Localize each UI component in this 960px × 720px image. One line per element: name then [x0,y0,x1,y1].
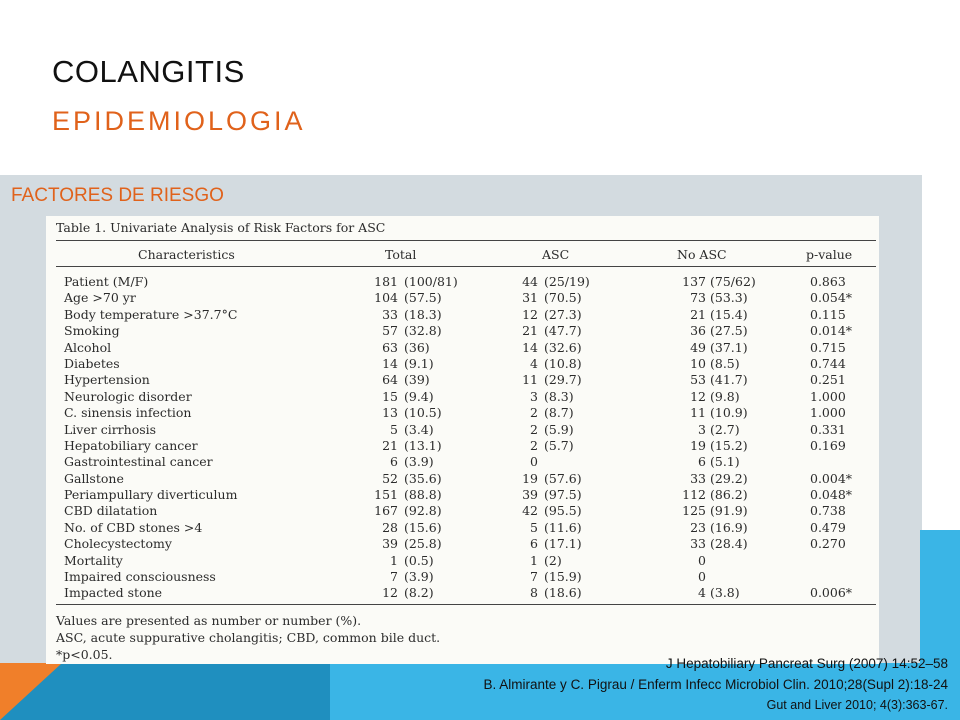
cell-total-n: 1 [390,552,398,568]
cell-total-pct: (36) [404,339,430,355]
cell-p-value: 0.331 [810,421,846,437]
cell-asc-pct: (27.3) [544,306,582,322]
cell-total-pct: (39) [404,372,430,388]
cell-total-n: 13 [382,405,398,421]
cell-characteristic: Liver cirrhosis [64,421,157,437]
cell-no-asc-pct: (75/62) [710,274,756,289]
header-characteristics: Characteristics [138,247,235,262]
cell-total-pct: (32.8) [404,323,442,339]
cell-no-asc-n: 36 [690,323,706,339]
cell-asc-n: 8 [530,585,538,601]
cell-total-pct: (9.1) [404,355,434,371]
cell-no-asc-pct: (8.5) [710,355,740,371]
cell-p-value: 0.863 [810,274,846,289]
cell-p-value: 0.054* [810,290,853,306]
cell-no-asc-n: 53 [690,372,706,388]
cell-characteristic: Periampullary diverticulum [64,487,238,503]
cell-p-value: 0.169 [810,437,846,453]
cell-total-n: 52 [382,470,398,486]
cell-total-pct: (8.2) [404,585,434,601]
cell-total-pct: (3.9) [404,454,434,470]
cell-asc-pct: (15.9) [544,569,582,585]
cell-no-asc-n: 33 [690,470,706,486]
header-no-asc: No ASC [677,247,727,262]
cell-characteristic: Hepatobiliary cancer [64,437,198,453]
cell-asc-pct: (5.7) [544,437,574,453]
cell-no-asc-pct: (16.9) [710,519,748,535]
cell-asc-n: 1 [530,552,538,568]
cell-characteristic: Neurologic disorder [64,388,192,404]
cell-total-n: 57 [382,323,398,339]
cell-asc-n: 44 [522,274,538,289]
cell-no-asc-pct: (37.1) [710,339,748,355]
table-row [46,569,879,585]
cell-total-pct: (3.9) [404,569,434,585]
cell-p-value: 0.270 [810,536,846,552]
cell-total-pct: (3.4) [404,421,434,437]
cell-p-value: 0.251 [810,372,846,388]
cell-total-pct: (18.3) [404,306,442,322]
cell-total-pct: (15.6) [404,519,442,535]
cell-no-asc-pct: (15.2) [710,437,748,453]
cell-total-pct: (57.5) [404,290,442,306]
cell-asc-n: 21 [522,323,538,339]
cell-no-asc-n: 3 [698,421,706,437]
cell-p-value: 0.006* [810,585,853,601]
cell-no-asc-n: 19 [690,437,706,453]
cell-total-pct: (9.4) [404,388,434,404]
reference-2: B. Almirante y C. Pigrau / Enferm Infecc Microbiol Clin. 2010;28(Supl 2):18-24 [483,677,948,692]
table-row [46,274,879,290]
cell-total-pct: (10.5) [404,405,442,421]
table-row [46,438,879,454]
table-row [46,553,879,569]
cell-asc-n: 42 [522,503,538,519]
cell-p-value: 0.115 [810,306,846,322]
decorative-orange-triangle [0,663,62,720]
cell-total-n: 7 [390,569,398,585]
cell-total-n: 5 [390,421,398,437]
table-row [46,520,879,536]
cell-characteristic: Impaired consciousness [64,569,216,585]
table-row [46,405,879,421]
cell-no-asc-pct: (29.2) [710,470,748,486]
cell-asc-pct: (25/19) [544,274,590,289]
cell-asc-pct: (57.6) [544,470,582,486]
cell-characteristic: Gastrointestinal cancer [64,454,213,470]
cell-characteristic: Gallstone [64,470,124,486]
slide-title: COLANGITIS [52,54,245,89]
cell-asc-n: 2 [530,437,538,453]
cell-asc-pct: (70.5) [544,290,582,306]
cell-p-value: 0.014* [810,323,853,339]
cell-total-n: 33 [382,306,398,322]
cell-no-asc-pct: (10.9) [710,405,748,421]
cell-p-value: 0.715 [810,339,846,355]
cell-total-n: 63 [382,339,398,355]
cell-p-value: 1.000 [810,388,846,404]
cell-no-asc-pct: (28.4) [710,536,748,552]
cell-no-asc-pct: (91.9) [710,503,748,519]
cell-no-asc-n: 112 [682,487,706,503]
cell-total-pct: (92.8) [404,503,442,519]
cell-total-n: 151 [374,487,398,503]
cell-no-asc-pct: (53.3) [710,290,748,306]
table-note: ASC, acute suppurative cholangitis; CBD, common bile duct. [56,630,441,645]
cell-asc-n: 12 [522,306,538,322]
cell-characteristic: Impacted stone [64,585,163,601]
cell-total-n: 167 [374,503,398,519]
table-row [46,340,879,356]
cell-asc-n: 6 [530,536,538,552]
cell-asc-pct: (5.9) [544,421,574,437]
table-body [46,274,879,602]
cell-total-n: 28 [382,519,398,535]
header-p-value: p-value [806,247,853,262]
cell-no-asc-pct: (15.4) [710,306,748,322]
cell-total-n: 15 [382,388,398,404]
cell-total-n: 181 [374,274,398,289]
table-notes [56,612,440,663]
cell-asc-n: 31 [522,290,538,306]
cell-characteristic: Diabetes [64,355,120,371]
cell-no-asc-n: 4 [698,585,706,601]
cell-total-pct: (25.8) [404,536,442,552]
cell-characteristic: Body temperature >37.7°C [64,306,238,322]
header-asc: ASC [542,247,570,262]
table-caption: Table 1. Univariate Analysis of Risk Factors for ASC [56,220,386,235]
cell-total-n: 21 [382,437,398,453]
table-row [46,356,879,372]
table-row [46,389,879,405]
cell-no-asc-n: 137 [682,274,706,289]
cell-asc-n: 7 [530,569,538,585]
cell-no-asc-n: 12 [690,388,706,404]
cell-asc-pct: (8.3) [544,388,574,404]
cell-no-asc-pct: (2.7) [710,421,740,437]
cell-asc-pct: (18.6) [544,585,582,601]
cell-asc-n: 39 [522,487,538,503]
cell-no-asc-n: 73 [690,290,706,306]
cell-no-asc-pct: (3.8) [710,585,740,601]
cell-no-asc-pct: (27.5) [710,323,748,339]
cell-no-asc-n: 21 [690,306,706,322]
cell-asc-pct: (95.5) [544,503,582,519]
cell-characteristic: CBD dilatation [64,503,158,519]
cell-no-asc-pct: (41.7) [710,372,748,388]
table-row [46,290,879,306]
cell-no-asc-n: 125 [682,503,706,519]
cell-asc-n: 2 [530,421,538,437]
section-label: FACTORES DE RIESGO [11,185,224,206]
cell-total-n: 14 [382,355,398,371]
risk-factors-table [46,216,879,664]
table-row [46,454,879,470]
cell-no-asc-n: 0 [698,552,706,568]
cell-characteristic: Alcohol [64,339,112,355]
cell-characteristic: Mortality [64,552,123,568]
cell-no-asc-n: 11 [690,405,706,421]
table-row [46,503,879,519]
cell-total-n: 104 [374,290,398,306]
reference-1: J Hepatobiliary Pancreat Surg (2007) 14:52–58 [665,656,948,671]
table-rule-bottom [56,604,876,605]
cell-asc-n: 19 [522,470,538,486]
cell-asc-pct: (17.1) [544,536,582,552]
cell-p-value: 0.479 [810,519,846,535]
cell-no-asc-pct: (86.2) [710,487,748,503]
cell-total-n: 39 [382,536,398,552]
cell-asc-n: 2 [530,405,538,421]
table-note: Values are presented as number or number (%). [56,613,362,628]
table-row [46,422,879,438]
table-note: *p<0.05. [56,647,113,662]
cell-no-asc-pct: (9.8) [710,388,740,404]
slide-subtitle: EPIDEMIOLOGIA [52,106,306,136]
cell-total-pct: (35.6) [404,470,442,486]
cell-asc-pct: (32.6) [544,339,582,355]
cell-characteristic: Smoking [64,323,120,339]
cell-no-asc-n: 33 [690,536,706,552]
table-row [46,487,879,503]
cell-total-n: 64 [382,372,398,388]
cell-p-value: 0.744 [810,355,846,371]
cell-total-pct: (88.8) [404,487,442,503]
cell-asc-n: 11 [522,372,538,388]
cell-characteristic: Cholecystectomy [64,536,172,552]
cell-total-n: 12 [382,585,398,601]
table-row [46,536,879,552]
cell-total-pct: (13.1) [404,437,442,453]
table-rule-top [56,240,876,241]
cell-asc-pct: (8.7) [544,405,574,421]
cell-asc-pct: (2) [544,552,562,568]
cell-asc-n: 0 [530,454,538,470]
table-row [46,471,879,487]
cell-asc-n: 14 [522,339,538,355]
cell-p-value: 0.048* [810,487,853,503]
cell-no-asc-n: 23 [690,519,706,535]
cell-no-asc-n: 6 [698,454,706,470]
cell-total-n: 6 [390,454,398,470]
cell-p-value: 0.004* [810,470,853,486]
cell-asc-n: 5 [530,519,538,535]
cell-characteristic: Hypertension [64,372,150,388]
cell-asc-pct: (97.5) [544,487,582,503]
reference-3: Gut and Liver 2010; 4(3):363-67. [766,698,948,712]
cell-total-pct: (0.5) [404,552,434,568]
cell-characteristic: Age >70 yr [64,290,136,306]
cell-asc-n: 4 [530,355,538,371]
cell-asc-pct: (10.8) [544,355,582,371]
cell-asc-n: 3 [530,388,538,404]
table-row [46,323,879,339]
cell-total-pct: (100/81) [404,274,458,289]
header-total: Total [385,247,417,262]
cell-characteristic: C. sinensis infection [64,405,192,421]
cell-no-asc-n: 0 [698,569,706,585]
table-row [46,307,879,323]
table-rule-header [56,266,876,267]
cell-no-asc-n: 10 [690,355,706,371]
cell-p-value: 1.000 [810,405,846,421]
cell-no-asc-pct: (5.1) [710,454,740,470]
table-row [46,372,879,388]
cell-no-asc-n: 49 [690,339,706,355]
cell-asc-pct: (47.7) [544,323,582,339]
cell-asc-pct: (29.7) [544,372,582,388]
cell-characteristic: Patient (M/F) [64,274,149,289]
cell-asc-pct: (11.6) [544,519,582,535]
cell-characteristic: No. of CBD stones >4 [64,519,203,535]
cell-p-value: 0.738 [810,503,846,519]
table-row [46,585,879,601]
